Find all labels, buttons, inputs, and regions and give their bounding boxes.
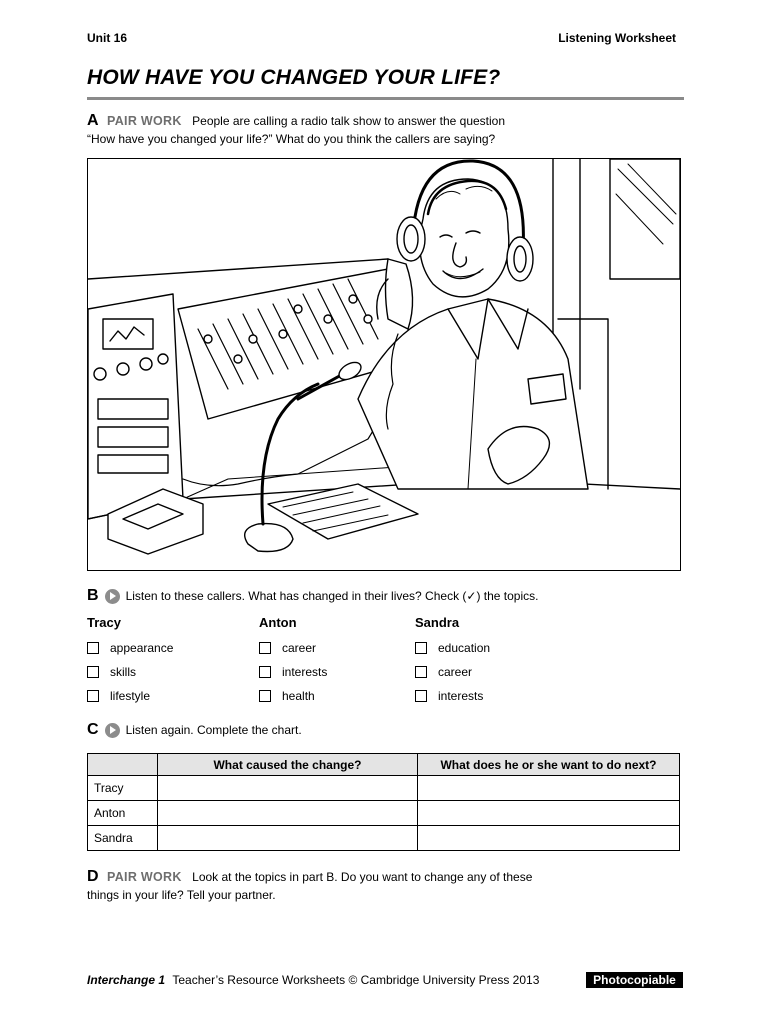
section-c-heading — [87, 721, 302, 739]
section-d-line2: things in your life? Tell your partner. — [87, 888, 276, 902]
topic-label: lifestyle — [110, 689, 151, 703]
answer-cell[interactable] — [158, 801, 418, 826]
row-label: Sandra — [88, 826, 158, 851]
table-row — [88, 801, 680, 826]
answer-cell[interactable] — [418, 826, 680, 851]
topic-label: career — [438, 665, 473, 679]
checkbox-row[interactable] — [87, 636, 237, 660]
caller-name-tracy: Tracy — [87, 615, 121, 630]
checkbox[interactable] — [415, 642, 427, 654]
caller-name-sandra: Sandra — [415, 615, 460, 630]
audio-play-icon[interactable] — [105, 589, 120, 604]
topic-label: career — [282, 641, 317, 655]
section-b-instruction: Listen to these callers. What has changed in their lives? Check (✓) the topics. — [125, 588, 539, 603]
section-b-heading — [87, 587, 538, 605]
topic-label: appearance — [110, 641, 174, 655]
checkbox-row[interactable] — [87, 684, 237, 708]
answer-cell[interactable] — [158, 776, 418, 801]
radio-host-illustration — [87, 158, 681, 571]
checklist-tracy — [87, 615, 237, 708]
section-c-letter: C — [87, 721, 99, 738]
checkbox[interactable] — [259, 666, 271, 678]
page-title: HOW HAVE YOU CHANGED YOUR LIFE? — [87, 66, 501, 89]
worksheet-type: Listening Worksheet — [558, 31, 676, 45]
chart-header-blank — [88, 754, 158, 776]
unit-label: Unit 16 — [87, 31, 128, 45]
section-d — [87, 868, 532, 886]
section-d-line1: Look at the topics in part B. Do you want to change any of these — [192, 870, 533, 884]
photocopiable-badge: Photocopiable — [586, 972, 683, 988]
section-a-line2: “How have you changed your life?” What do you think the callers are saying? — [87, 132, 496, 146]
chart-header-row — [88, 754, 680, 776]
topic-label: interests — [282, 665, 328, 679]
topic-label: skills — [110, 665, 136, 679]
section-b-letter: B — [87, 587, 99, 604]
checkbox[interactable] — [87, 690, 99, 702]
book-title: Interchange 1 — [87, 973, 166, 987]
checkbox-row[interactable] — [259, 636, 409, 660]
table-row — [88, 826, 680, 851]
checklist-anton — [259, 615, 409, 708]
table-row — [88, 776, 680, 801]
audio-play-icon[interactable] — [105, 723, 120, 738]
checkbox[interactable] — [415, 690, 427, 702]
pair-work-label: PAIR WORK — [107, 114, 182, 128]
title-rule — [87, 97, 684, 100]
section-a — [87, 112, 505, 130]
section-a-letter: A — [87, 112, 99, 129]
checkbox-row[interactable] — [415, 660, 565, 684]
chart-header-cause: What caused the change? — [158, 754, 418, 776]
checkbox-row[interactable] — [259, 684, 409, 708]
section-d-letter: D — [87, 868, 99, 885]
section-c-instruction: Listen again. Complete the chart. — [125, 722, 302, 737]
footer-credit — [87, 973, 539, 987]
caller-name-anton: Anton — [259, 615, 297, 630]
row-label: Tracy — [88, 776, 158, 801]
topic-label: education — [438, 641, 491, 655]
checkbox-row[interactable] — [415, 684, 565, 708]
pair-work-label: PAIR WORK — [107, 870, 182, 884]
checkbox[interactable] — [87, 642, 99, 654]
copyright-text: Teacher’s Resource Worksheets © Cambridge University Press 2013 — [172, 973, 540, 987]
checkbox[interactable] — [259, 642, 271, 654]
answer-cell[interactable] — [418, 776, 680, 801]
checkbox-row[interactable] — [259, 660, 409, 684]
checkbox-row[interactable] — [415, 636, 565, 660]
checklist-sandra — [415, 615, 565, 708]
topic-label: interests — [438, 689, 484, 703]
section-a-line1: People are calling a radio talk show to answer the question — [192, 114, 506, 128]
answer-cell[interactable] — [418, 801, 680, 826]
radio-studio-drawing — [88, 159, 680, 570]
checkbox-row[interactable] — [87, 660, 237, 684]
answer-cell[interactable] — [158, 826, 418, 851]
checkbox[interactable] — [259, 690, 271, 702]
topic-label: health — [282, 689, 315, 703]
answer-chart — [87, 753, 680, 851]
row-label: Anton — [88, 801, 158, 826]
checkbox[interactable] — [87, 666, 99, 678]
chart-header-next: What does he or she want to do next? — [418, 754, 680, 776]
checkbox[interactable] — [415, 666, 427, 678]
